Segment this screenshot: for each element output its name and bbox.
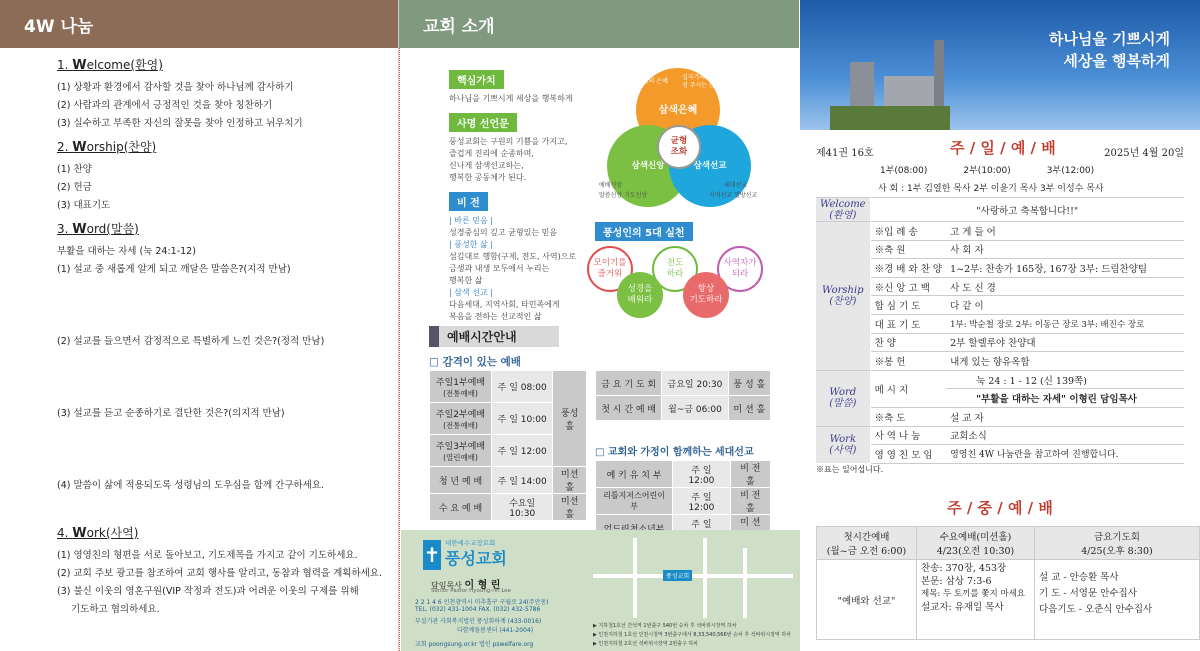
- word-question: (1) 설교 중 새롭게 알게 되고 깨달은 말씀은?(지적 만남): [57, 264, 291, 275]
- early-theme: "예배와 선교": [817, 560, 917, 640]
- s3-title: ord(말씀): [86, 222, 139, 236]
- mission-tag: 사명 선언문: [449, 113, 517, 132]
- location-map: [593, 538, 793, 618]
- col-header: 첫시간예배: [843, 532, 890, 543]
- worship-name: 주일2부예배 (전통예배): [430, 403, 492, 435]
- welcome-cat: Welcome (환영): [816, 198, 870, 222]
- fri-detail: 기 도 - 서영문 안수집사: [1039, 588, 1137, 599]
- generation-title: □ 교회와 가정이 함께하는 세대선교: [595, 447, 754, 458]
- church-tel: TEL. (032) 431-1004 FAX. (032) 432-5786: [415, 606, 541, 613]
- prayer-name: 금 요 기 도 회: [596, 371, 662, 396]
- worship-title: 주 / 일 / 예 / 배: [950, 139, 1056, 157]
- s4-item: (3) 불신 이웃의 영혼구원(VIP 작정과 전도)과 어려운 이웃의 구제를 위해: [57, 586, 359, 597]
- mission-sub: 세대선교: [724, 182, 748, 189]
- prayer-name: 첫 시 간 예 배: [596, 396, 662, 421]
- vision-tag: 비 전: [449, 192, 488, 211]
- map-church-marker: 풍성교회: [663, 570, 692, 581]
- worship-section: [57, 138, 156, 215]
- fri-detail: 다음기도 - 오준식 안수집사: [1039, 604, 1153, 615]
- s4-letter: W: [72, 526, 87, 541]
- work-cat: Work (사역): [816, 426, 870, 463]
- pastor-label: 담임목사: [431, 581, 462, 590]
- worship-place: 풍성홀: [553, 371, 587, 467]
- direction: ▶ 인천지하철 2호선 석바위시장역 2번출구 하차: [593, 641, 699, 647]
- s4-item: (2) 교회 주보 광고를 참조하여 교회 행사를 알리고, 동참과 협력을 계획하세요.: [57, 568, 383, 579]
- mission-line: 행복한 공동체가 된다.: [449, 173, 527, 182]
- wed-detail: 설교자: 유재일 목사: [921, 602, 1004, 613]
- s4-item: 기도하고 협의하세요.: [71, 604, 160, 615]
- core-tag: 핵심가치: [449, 70, 504, 89]
- s1-num: 1.: [57, 58, 73, 72]
- pastor-en: Senior Pastor Hyoung-rin Lee: [431, 588, 512, 594]
- s4-title: ork(사역): [86, 526, 139, 540]
- worship-item: 대 표 기 도: [870, 314, 946, 333]
- worship-name: 주일3부예배 (열린예배): [430, 435, 492, 467]
- core-text: 하나님을 기쁘시게 세상을 행복하게: [449, 94, 573, 103]
- grace-title: □ 감격이 있는 예배: [429, 356, 521, 368]
- church-name: 풍성교회: [445, 549, 507, 568]
- word-section: [57, 220, 387, 495]
- vision-line: 성경중심의 깊고 균형있는 믿음: [449, 228, 558, 237]
- s2-item: (1) 찬양: [57, 164, 92, 175]
- word-question: (2) 설교를 들으면서 감정적으로 특별하게 느낀 것은?(정적 만남): [57, 336, 325, 347]
- sharing-header: [0, 0, 398, 48]
- direction: ▶ 인천지하철 1호선 인천시청역 3번출구에서 8,33,540,566번 승차 후 석바위시장역 하차: [593, 632, 791, 638]
- vision-line: 섬김대로 행함(구제, 전도, 사역)으로: [449, 252, 577, 261]
- weekday-table: 첫시간예배 (월~금 오전 6:00) 수요예배(미션홀) 4/23(오전 10:30) 금요기도회 4/25(오후 8:30) "예배와 선교" 찬송: 370장, 453장 본문: 삼상 7:3-6 제목: 두 토끼를 쫓지 마세요 설교자: 유재일 목사 설 교 - 안승환 목사 기 도 - 서영문 안수집사 다음기도 - 오준식 안수집사: [816, 526, 1200, 640]
- word-item: ※축 도: [870, 407, 946, 426]
- worship-item: ※봉 헌: [870, 352, 946, 371]
- faith-sub: 예배신앙: [599, 182, 623, 189]
- worship-name: 수 요 예 배: [430, 494, 492, 521]
- mission-line: 즐겁게 진리에 순종하며,: [449, 149, 534, 158]
- balance-center: 균형 조화: [657, 125, 701, 169]
- s1-item: (2) 사람과의 관계에서 긍정적인 것을 찾아 칭찬하기: [57, 100, 273, 111]
- church-web: 교회 poongsung.or.kr 법인 pswelfare.org: [415, 641, 534, 648]
- col-header: 금요기도회: [1094, 532, 1140, 543]
- church-denomination: 대한예수교장로회: [445, 539, 496, 547]
- worship-panel: [800, 0, 1200, 651]
- word-cat: Word (말씀): [816, 370, 870, 426]
- church-address: 2 2 1 4 6 인천광역시 미추홀구 구월로 24(주안동): [415, 599, 549, 606]
- word-label: 메 시 지: [870, 370, 946, 407]
- banner-slogan: 하나님을 기쁘시게 세상을 행복하게: [1048, 30, 1170, 70]
- grace-sub: 성령의 은혜: [637, 78, 668, 85]
- word-verse: 눅 24 : 1 - 12 (신 139쪽): [946, 370, 1184, 389]
- worship-schedule-table: 주일1부예배 (전통예배) 주 일 08:00 풍성홀 주일2부예배 (전통예배) 주 일 10:00 주일3부예배 (열린예배) 주 일 12:00 청 년 예 배 주 일 14:00 미션홀 수 요 예 배 수요일 10:30 미션홀: [429, 370, 587, 521]
- worship-item: ※경 배 와 찬 양: [870, 259, 946, 278]
- service-times: 1부(08:00) 2부(10:00) 3부(12:00): [880, 166, 1095, 176]
- wed-detail: 제목: 두 토끼를 쫓지 마세요: [921, 589, 1025, 599]
- generation-name: 예 키 유 치 부: [596, 461, 673, 488]
- generation-name: 리틀지저스어린이부: [596, 488, 673, 515]
- vision-line: | 삼색 선교 |: [449, 288, 493, 297]
- worship-item: ※입 례 송: [870, 222, 946, 241]
- worship-date: 2025년 4월 20일: [1104, 148, 1184, 159]
- host-line: 사 회 : 1부 김열한 목사 2부 이윤기 목사 3부 이성수 목사: [878, 184, 1104, 194]
- s3-num: 3.: [57, 222, 73, 236]
- practice-item: 모이기를 즐거워: [587, 246, 633, 292]
- grace-sub: 십자가의 은혜: [682, 74, 719, 81]
- worship-item: ※축 원: [870, 240, 946, 259]
- word-question: (4) 말씀이 삶에 적용되도록 성령님의 도우심을 함께 간구하세요.: [57, 480, 325, 491]
- intro-header: [399, 0, 799, 48]
- weekday-title: 주 / 중 / 예 / 배: [947, 499, 1053, 517]
- church-welfare2: 다함께돌봄센터 (441-2004): [457, 627, 534, 634]
- word-sermon-title: "부활을 대하는 자세" 이형린 담임목사: [946, 389, 1184, 408]
- worship-name: 청 년 예 배: [430, 467, 492, 494]
- col-header: 수요예배(미션홀): [939, 532, 1012, 543]
- order-of-worship: Welcome (환영) "사랑하고 축복합니다!!" Worship (찬양) ※입 례 송 고 게 들 어 ※축 원 사 회 자 ※경 배 와 찬 양 1~2부: 찬송가 165장, 167장 3부: 드림찬양팀 ※신 앙 고 백 사 도 신 경 합 심 기 도 다 같 이 대 표 기 도 1부: 박순철 장로 2부: 이동근 장로 3부: 배진수 장로 찬 양 2부 할렐루야 찬양대 ※봉 헌 내게 있는 향유옥합 Word (말씀) 메 시 지 눅 24 : 1 - 12 (신 139쪽) "부활을 대하는 자세" 이형린 담임목사 ※축 도 설 교 자 Work (사역) 사 역 나 눔 교회소식 영 영 친 모 임 영영친 4W 나눔란을 참고하여 진행합니다.: [816, 197, 1184, 464]
- welcome-text: "사랑하고 축복합니다!!": [870, 198, 1184, 222]
- prayer-schedule-table: 금 요 기 도 회 금요일 20:30 풍 성 홀 첫 시 간 예 배 월~금 06:00 미 션 홀: [595, 370, 771, 421]
- work-section: [57, 524, 382, 619]
- schedule-title: 예배시간안내: [429, 326, 559, 347]
- vision-line: 행복한 삶: [449, 276, 483, 285]
- practice-item: 사역자가 되라: [717, 246, 763, 292]
- standing-note: ※표는 일어섭니다.: [816, 465, 884, 474]
- vision-line: | 풍성한 삶 |: [449, 240, 493, 249]
- s1-letter: W: [72, 58, 87, 73]
- pastor-name: 이 형 린: [464, 580, 501, 591]
- five-practices-tag: 풍성인의 5대 실천: [595, 222, 693, 241]
- generation-table: 예 키 유 치 부 주 일 12:00 비 전 홀 리틀지저스어린이부 주 일 12:00 비 전 홀 주 일 미 션: [595, 460, 771, 542]
- grace-sub: 섬 주시는 은혜: [682, 82, 721, 89]
- cross-icon: ✝: [423, 540, 441, 570]
- word-question: (3) 설교를 듣고 순종하기로 결단한 것은?(의지적 만남): [57, 408, 285, 419]
- direction: ▶ 지하철1호선 간석역 1번출구 540번 승차 후 석바위시장역 하차: [593, 623, 737, 629]
- vision-line: | 바른 믿음 |: [449, 216, 493, 225]
- church-welfare: 부설기관 사회복지법인 풍성회하계 (433-0016): [415, 618, 542, 625]
- church-footer: [401, 530, 800, 651]
- wed-detail: 찬송: 370장, 453장: [921, 563, 1007, 574]
- word-intro: 부활을 대하는 자세 (눅 24:1-12): [57, 246, 196, 257]
- s2-item: (2) 헌금: [57, 182, 92, 193]
- faith-sub: 말씀신앙 기도신앙: [599, 192, 648, 199]
- volume: 제41권 16호: [816, 148, 874, 159]
- practice-item: 성경을 배워라: [617, 272, 663, 318]
- s1-item: (3) 실수하고 부족한 자신의 잘못을 찾아 인정하고 뉘우치기: [57, 118, 303, 129]
- intro-title: 교회 소개: [423, 16, 495, 37]
- mission-line: 신나게 삼색선교하는,: [449, 161, 524, 170]
- intro-panel: [398, 0, 800, 651]
- s1-item: (1) 상황과 환경에서 감사할 것을 찾아 하나님께 감사하기: [57, 82, 294, 93]
- worship-item: 합 심 기 도: [870, 296, 946, 315]
- vision-line: 다음세대, 지역사회, 타민족에게: [449, 300, 560, 309]
- sharing-title: 4W 나눔: [24, 16, 94, 37]
- faith-circle: 삼색신앙: [607, 125, 689, 207]
- s2-num: 2.: [57, 140, 73, 154]
- welcome-section: [57, 56, 303, 133]
- s2-letter: W: [72, 140, 87, 155]
- worship-name: 주일1부예배 (전통예배): [430, 371, 492, 403]
- practice-item: 전도 하라: [652, 246, 698, 292]
- vision-line: 복음을 전하는 선교적인 삶: [449, 312, 542, 321]
- s4-num: 4.: [57, 526, 73, 540]
- s4-item: (1) 영영친의 형편을 서로 돌아보고, 기도제목을 가지고 같이 기도하세요.: [57, 550, 358, 561]
- s2-item: (3) 대표기도: [57, 200, 111, 211]
- core-values: [449, 70, 589, 323]
- s2-title: orship(찬양): [86, 140, 157, 154]
- s1-title: elcome(환영): [86, 58, 163, 72]
- wed-detail: 본문: 삼상 7:3-6: [921, 576, 992, 587]
- fri-detail: 설 교 - 안승환 목사: [1039, 572, 1119, 583]
- worship-item: 찬 양: [870, 333, 946, 352]
- mission-sub: 지역선교 열방선교: [709, 192, 758, 199]
- sharing-panel: [0, 0, 398, 651]
- worship-item: ※신 앙 고 백: [870, 277, 946, 296]
- mission-circle: 삼색선교: [669, 125, 751, 207]
- worship-place: 미션홀: [553, 467, 587, 494]
- vision-line: 금생과 내생 모두에서 누리는: [449, 264, 550, 273]
- banner: [800, 0, 1200, 130]
- practice-item: 항상 기도하라: [683, 272, 729, 318]
- mission-line: 풍성교회는 구원의 기쁨을 가지고,: [449, 137, 568, 146]
- worship-place: 미션홀: [553, 494, 587, 521]
- s3-letter: W: [72, 222, 87, 237]
- work-item: 영 영 친 모 임: [870, 445, 946, 464]
- church-building-image: [830, 36, 950, 130]
- worship-cat: Worship (찬양): [816, 222, 870, 371]
- grace-circle: 삼색은혜: [636, 68, 720, 152]
- work-item: 사 역 나 눔: [870, 426, 946, 445]
